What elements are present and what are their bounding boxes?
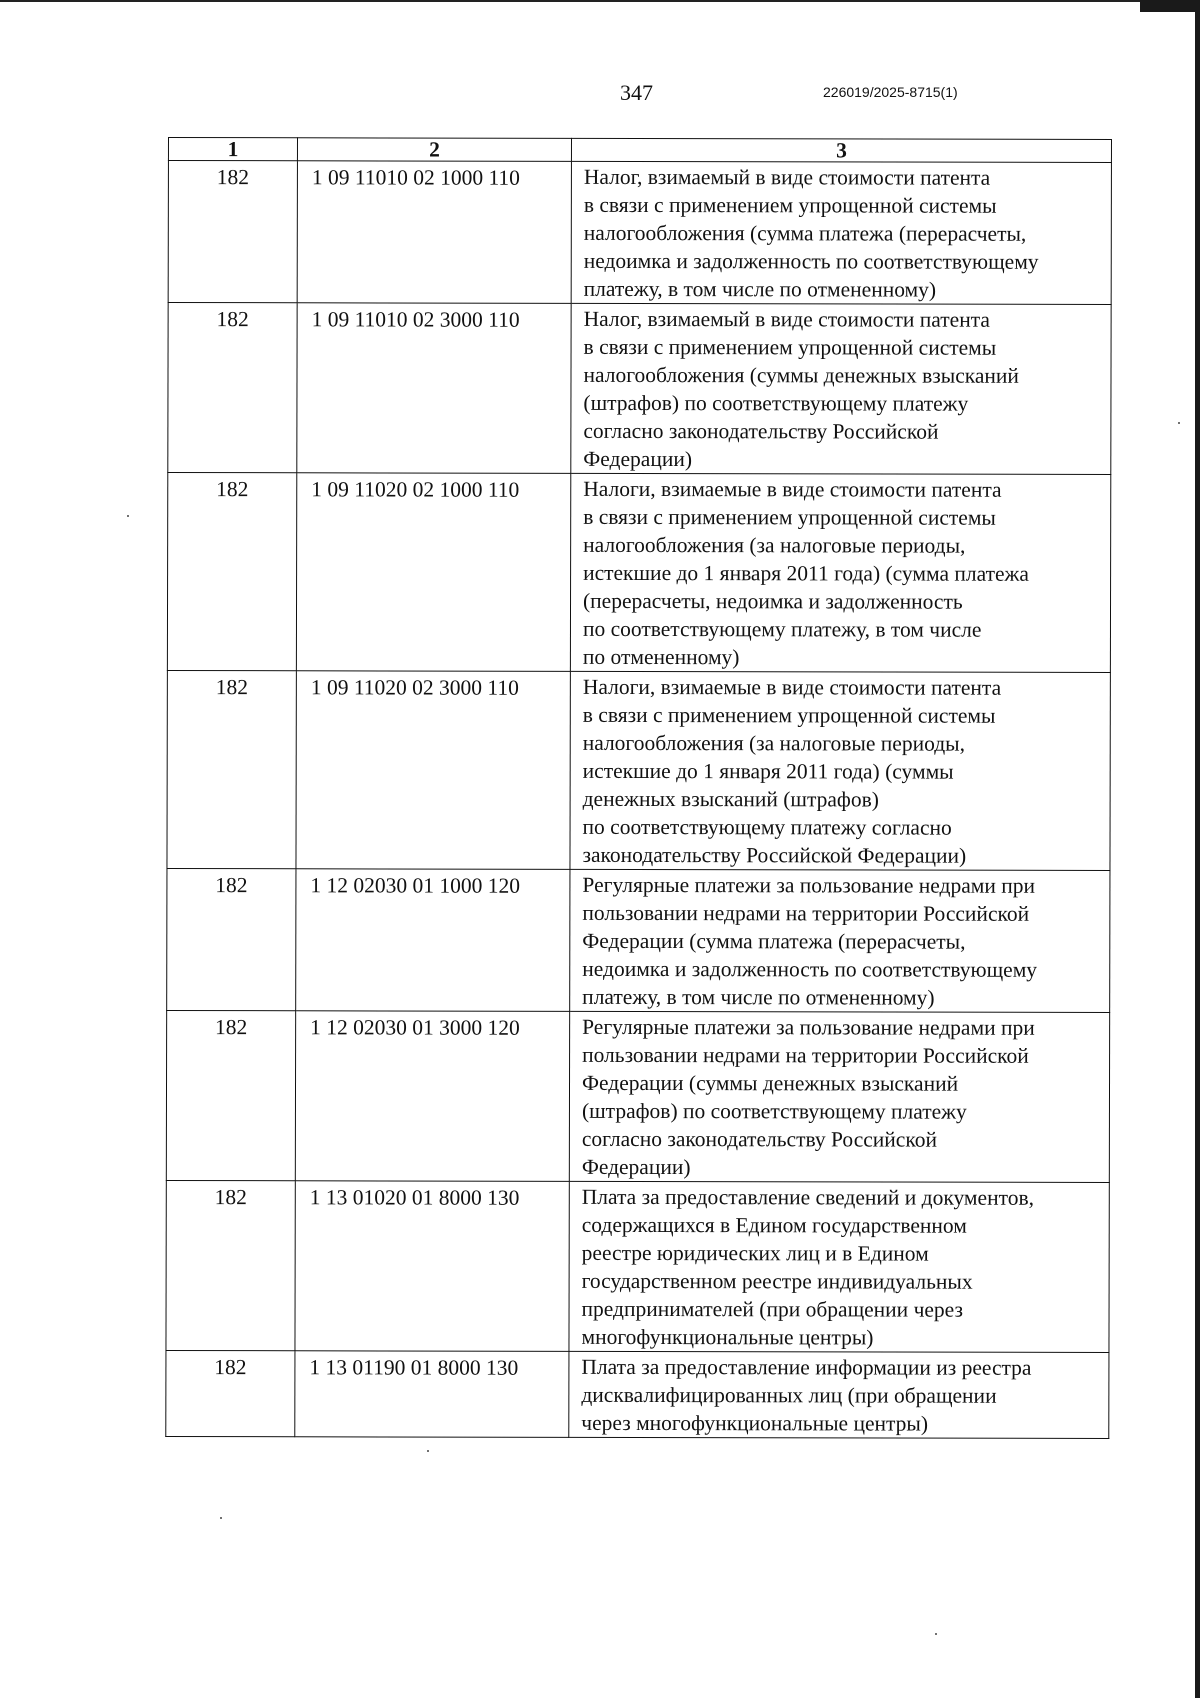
income-description: Регулярные платежи за пользование недрами при пользовании недрами на территории Российской Федерации (суммы денежных взысканий (штрафов) по соответствующему платежу согласно законодательству Российской Федерации) <box>569 1011 1109 1182</box>
classification-table-container <box>165 137 1111 1439</box>
table-header-row <box>168 138 1111 163</box>
administrator-code: 182 <box>166 1350 295 1436</box>
administrator-code: 182 <box>167 868 296 1010</box>
table-row <box>168 161 1111 305</box>
administrator-code: 182 <box>167 670 296 868</box>
scan-border-top <box>0 0 1200 2</box>
document-id: 226019/2025-8715(1) <box>823 84 958 100</box>
column-header: 3 <box>571 138 1111 162</box>
income-description: Регулярные платежи за пользование недрами при пользовании недрами на территории Российской Федерации (сумма платежа (перерасчеты, недоимка и задолженность по соответствующему платежу, в том числе по отмененному) <box>570 869 1110 1012</box>
column-header: 2 <box>297 138 571 162</box>
column-header: 1 <box>168 138 297 161</box>
scan-speck <box>427 1450 429 1452</box>
scan-speck <box>220 1517 222 1519</box>
income-description: Плата за предоставление информации из реестра дисквалифицированных лиц (при обращении через многофункциональные центры) <box>569 1351 1109 1438</box>
scan-speck <box>1178 422 1180 424</box>
scan-speck <box>127 515 129 517</box>
table-row <box>166 1180 1109 1352</box>
table-row <box>167 868 1110 1012</box>
income-description: Налоги, взимаемые в виде стоимости патента в связи с применением упрощенной системы налогообложения (за налоговые периоды, истекшие до 1 января 2011 года) (сумма платежа (перерасчеты, недоимка и задолженность по соответствующему платежу, в том числе по отмененному) <box>570 473 1110 672</box>
administrator-code: 182 <box>168 303 297 473</box>
budget-classification-code: 1 12 02030 01 3000 120 <box>295 1011 569 1182</box>
income-description: Плата за предоставление сведений и документов, содержащихся в Едином государственном реестре юридических лиц и в Едином государственном реестре индивидуальных предпринимателей (при обращении через многофункциональные центры) <box>569 1181 1109 1352</box>
table-row <box>166 1010 1109 1182</box>
budget-classification-code: 1 09 11020 02 3000 110 <box>296 671 570 870</box>
table-row <box>166 1350 1109 1438</box>
page-number: 347 <box>620 80 653 105</box>
scan-speck <box>935 1633 937 1635</box>
budget-classification-code: 1 09 11010 02 3000 110 <box>297 303 571 474</box>
budget-classification-code: 1 09 11020 02 1000 110 <box>296 473 570 672</box>
budget-classification-code: 1 13 01020 01 8000 130 <box>295 1181 569 1352</box>
administrator-code: 182 <box>166 1010 295 1180</box>
administrator-code: 182 <box>168 161 297 303</box>
administrator-code: 182 <box>167 473 296 671</box>
budget-classification-code: 1 12 02030 01 1000 120 <box>296 869 570 1012</box>
table-row <box>168 303 1111 475</box>
table-row <box>167 670 1110 870</box>
scan-corner-mark <box>1140 0 1200 12</box>
table-row <box>167 473 1110 673</box>
budget-classification-code: 1 09 11010 02 1000 110 <box>297 161 571 304</box>
income-description: Налог, взимаемый в виде стоимости патента в связи с применением упрощенной системы налогообложения (суммы денежных взысканий (штрафов) по соответствующему платежу согласно законодательству Российской Федерации) <box>571 303 1111 474</box>
budget-classification-code: 1 13 01190 01 8000 130 <box>295 1351 569 1438</box>
administrator-code: 182 <box>166 1180 295 1350</box>
income-description: Налоги, взимаемые в виде стоимости патента в связи с применением упрощенной системы налогообложения (за налоговые периоды, истекшие до 1 января 2011 года) (суммы денежных взысканий (штрафов) по соответствующему платежу согласно законодательству Российской Федерации) <box>570 671 1110 870</box>
income-description: Налог, взимаемый в виде стоимости патента в связи с применением упрощенной системы налогообложения (сумма платежа (перерасчеты, недоимка и задолженность по соответствующему платежу, в том числе по отмененному) <box>571 161 1111 304</box>
classification-table <box>165 137 1112 1439</box>
scan-border-right <box>1195 0 1200 1698</box>
